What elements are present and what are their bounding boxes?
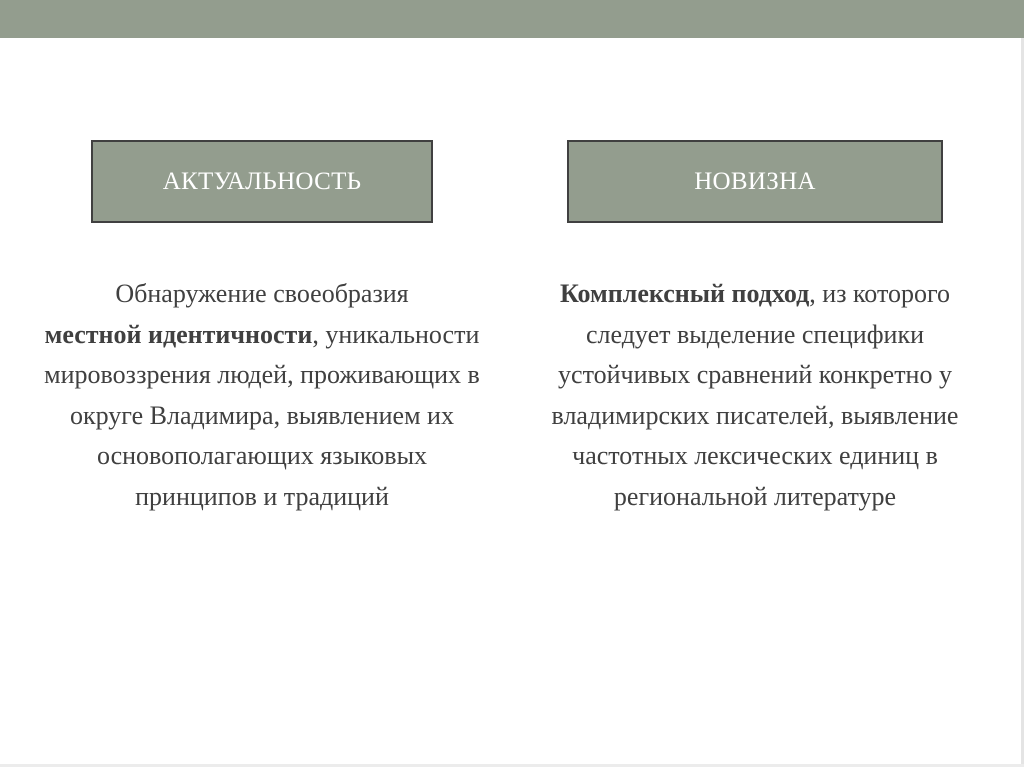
relevance-text-body: , уникальности мировоззрения людей, проживающих в округе Владимира, выявлением их основополагающих языковых принципов и традиций xyxy=(44,319,480,511)
relevance-description xyxy=(40,274,484,517)
novelty-text-bold: Комплексный подход xyxy=(559,279,810,308)
relevance-text-intro: Обнаружение своеобразия xyxy=(115,279,409,308)
relevance-header-label: АКТУАЛЬНОСТЬ xyxy=(162,167,362,195)
novelty-header-label: НОВИЗНА xyxy=(694,167,816,195)
relevance-header-box xyxy=(91,140,433,223)
novelty-description xyxy=(530,274,980,517)
relevance-text-bold: местной идентичности xyxy=(44,319,313,349)
top-accent-bar xyxy=(0,0,1024,38)
novelty-text-body: , из которого следует выделение специфики устойчивых сравнений конкретно у владимирских писателей, выявление частотных лексических единиц в региональной литературе xyxy=(551,279,959,511)
novelty-header-box xyxy=(567,140,943,223)
